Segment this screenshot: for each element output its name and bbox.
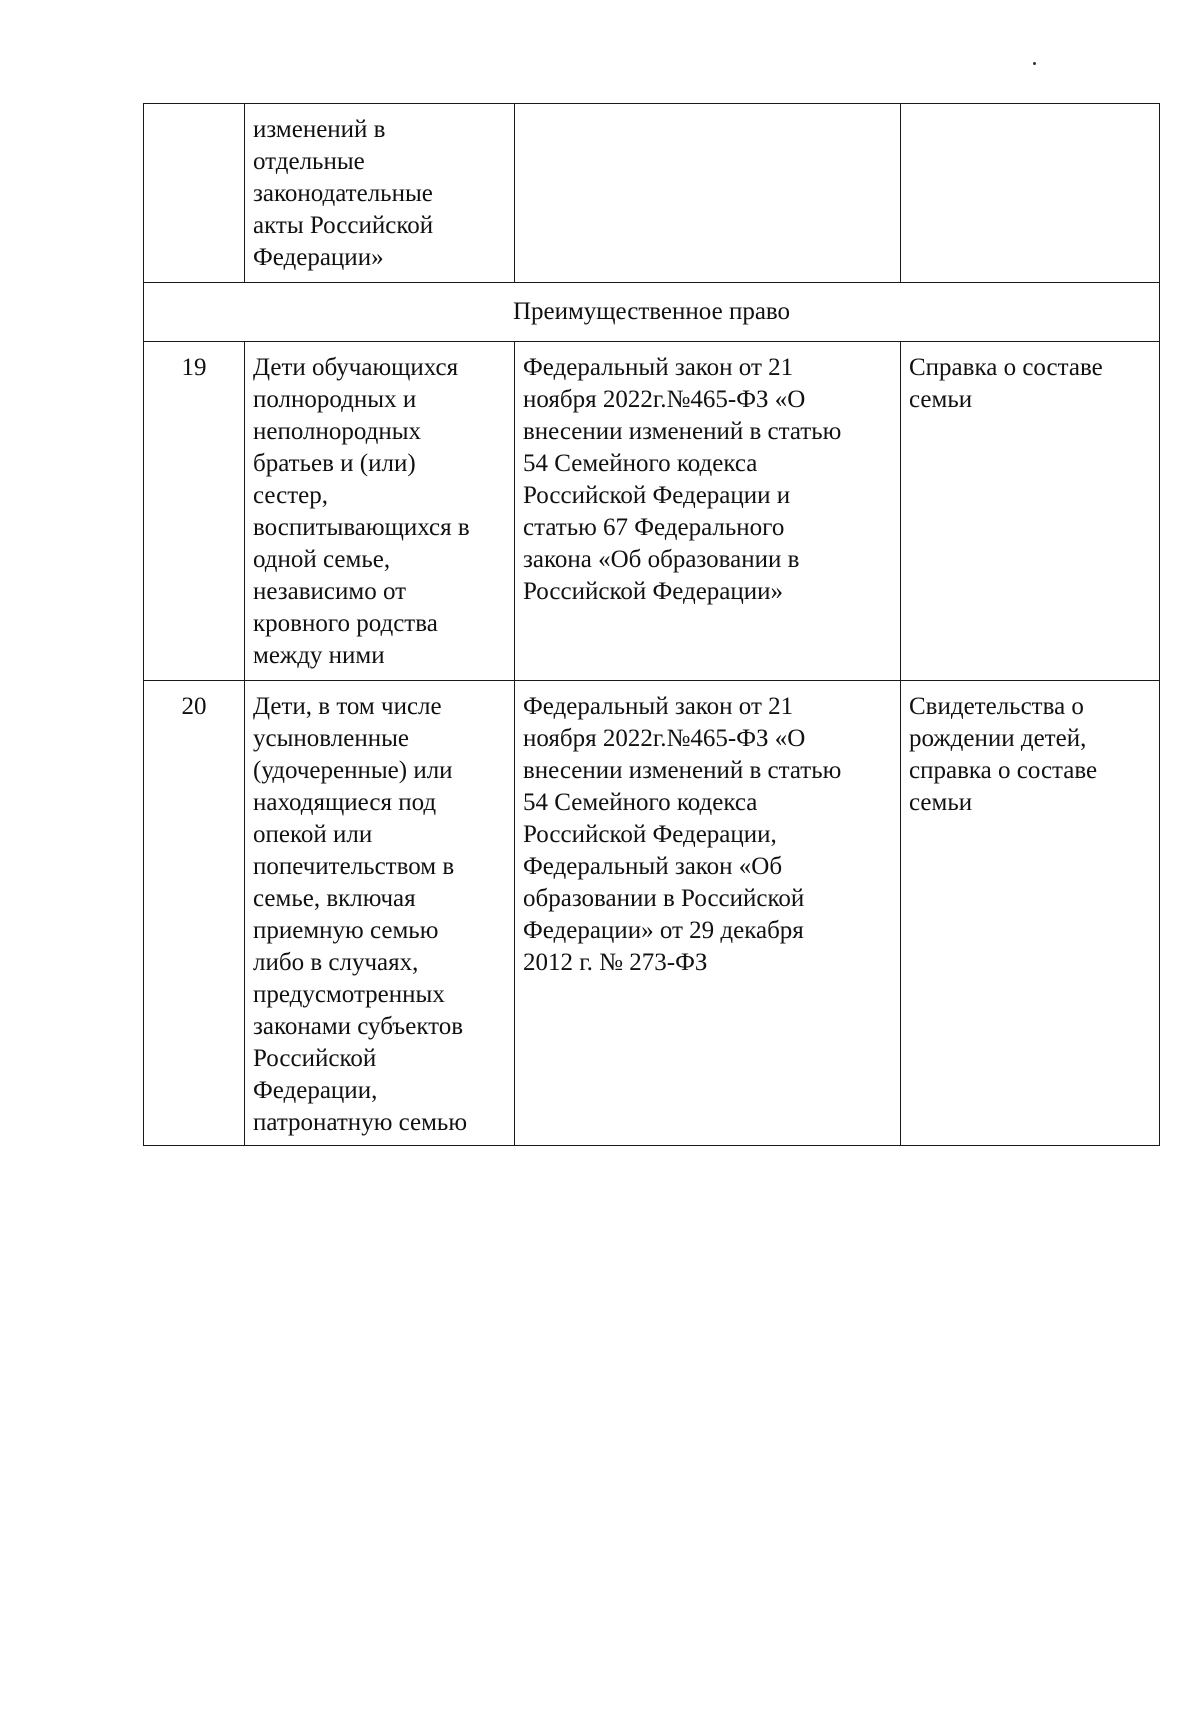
cell-law: Федеральный закон от 21 ноября 2022г.№465-ФЗ «О внесении изменений в статью 54 Семейного кодекса Российской Федерации, Федеральный закон «Об образовании в Российской Федерации» от 29 декабря 2012 г. № 273-ФЗ (515, 681, 901, 1146)
cell-law: Федеральный закон от 21 ноября 2022г.№465-ФЗ «О внесении изменений в статью 54 Семейного кодекса Российской Федерации и статью 67 Федерального закона «Об образовании в Российской Федерации» (515, 342, 901, 681)
cell-documents: Справка о составе семьи (901, 342, 1160, 681)
cell-documents (901, 104, 1160, 283)
scan-speck (1033, 62, 1036, 65)
table-row-continuation (144, 104, 1160, 283)
cell-category: Дети обучающихся полнородных и неполнородных братьев и (или) сестер, воспитывающихся в одной семье, независимо от кровного родства между ними (245, 342, 515, 681)
table-row (144, 342, 1160, 681)
benefits-table (143, 103, 1160, 1146)
cell-documents: Свидетельства о рождении детей, справка о составе семьи (901, 681, 1160, 1146)
cell-category: изменений в отдельные законодательные акты Российской Федерации» (245, 104, 515, 283)
cell-law (515, 104, 901, 283)
table-row (144, 681, 1160, 1146)
cell-number: 20 (144, 681, 245, 1146)
cell-number: 19 (144, 342, 245, 681)
section-title: Преимущественное право (144, 283, 1160, 342)
cell-number (144, 104, 245, 283)
cell-category: Дети, в том числе усыновленные (удочеренные) или находящиеся под опекой или попечительством в семье, включая приемную семью либо в случаях, предусмотренных законами субъектов Российской Федерации, патронатную семью (245, 681, 515, 1146)
section-row (144, 283, 1160, 342)
